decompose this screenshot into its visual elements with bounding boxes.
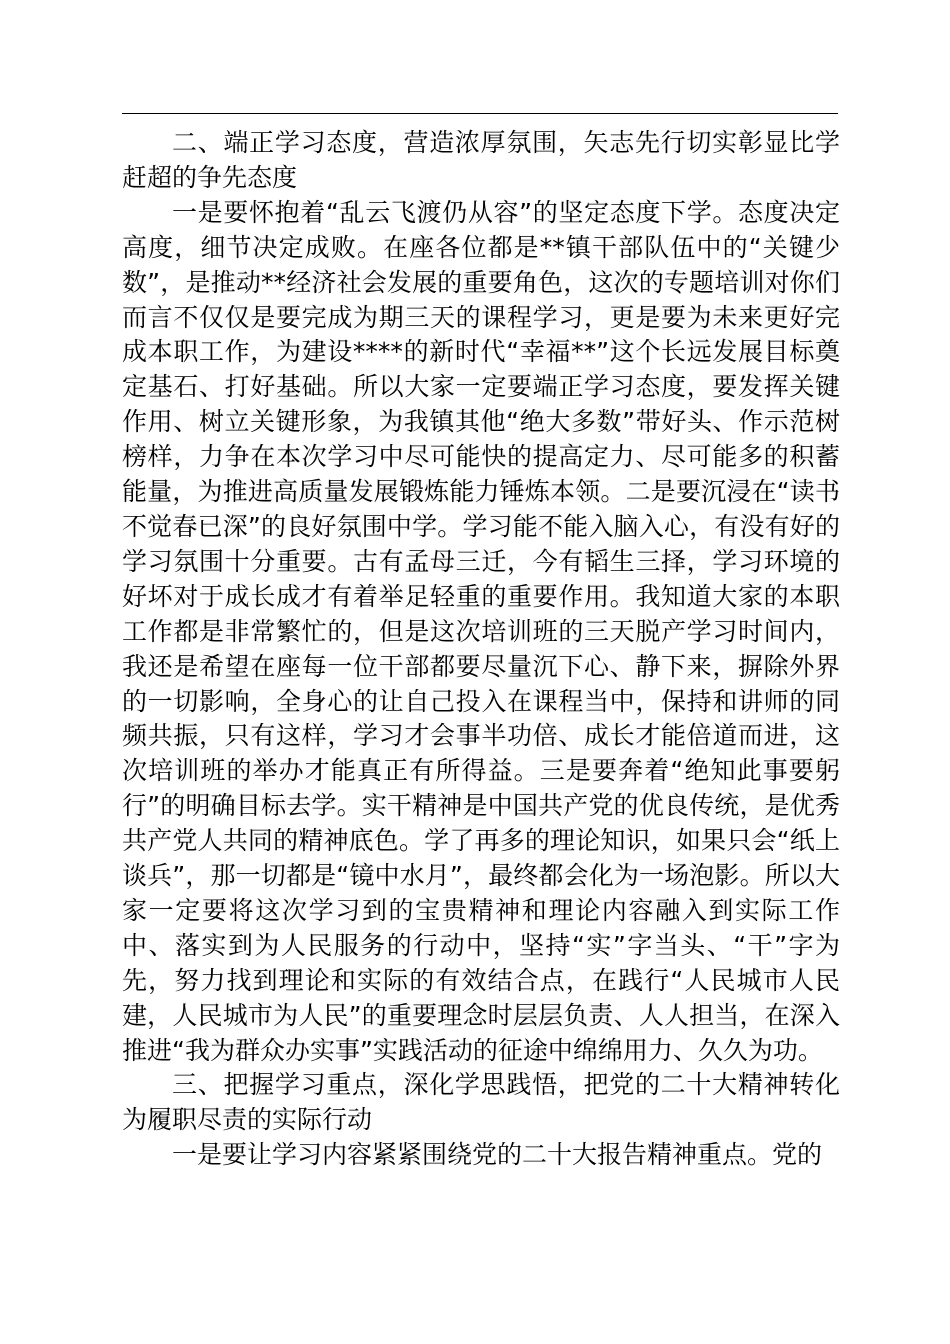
body-paragraph: 一是要让学习内容紧紧围绕党的二十大报告精神重点。党的 bbox=[172, 1140, 823, 1170]
section-heading-two: 二、端正学习态度，营造浓厚氛围，矢志先行切实彰显比学赶超的争先态度 bbox=[122, 128, 840, 192]
document-body bbox=[122, 126, 840, 1173]
body-paragraph: 一是要怀抱着“乱云飞渡仍从容”的坚定态度下学。态度决定高度，细节决定成败。在座各位都是**镇干部队伍中的“关键少数”，是推动**经济社会发展的重要角色，这次的专题培训对你们而言不仅仅是要完成为期三天的课程学习，更是要为未来更好完成本职工作，为建设****的新时代“幸福**”这个长远发展目标奠定基石、打好基础。所以大家一定要端正学习态度，要发挥关键作用、树立关键形象，为我镇其他“绝大多数”带好头、作示范树榜样，力争在本次学习中尽可能快的提高定力、尽可能多的积蓄能量，为推进高质量发展锻炼能力锤炼本领。二是要沉浸在“读书不觉春已深”的良好氛围中学。学习能不能入脑入心，有没有好的学习氛围十分重要。古有孟母三迁，今有韬生三择，学习环境的好坏对于成长成才有着举足轻重的重要作用。我知道大家的本职工作都是非常繁忙的，但是这次培训班的三天脱产学习时间内，我还是希望在座每一位干部都要尽量沉下心、静下来，摒除外界的一切影响，全身心的让自己投入在课程当中，保持和讲师的同频共振，只有这样，学习才会事半功倍、成长才能倍道而进，这次培训班的举办才能真正有所得益。三是要奔着“绝知此事要躬行”的明确目标去学。实干精神是中国共产党的优良传统，是优秀共产党人共同的精神底色。学了再多的理论知识，如果只会“纸上谈兵”，那一切都是“镜中水月”，最终都会化为一场泡影。所以大家一定要将这次学习到的宝贵精神和理论内容融入到实际工作中、落实到为人民服务的行动中，坚持“实”字当头、“干”字为先，努力找到理论和实际的有效结合点，在践行“人民城市人民建，人民城市为人民”的重要理念时层层负责、人人担当，在深入推进“我为群众办实事”实践活动的征途中绵绵用力、久久为功。 bbox=[122, 197, 840, 1065]
header-rule bbox=[122, 113, 838, 114]
section-heading-three: 三、把握学习重点，深化学思践悟，把党的二十大精神转化为履职尽责的实际行动 bbox=[122, 1070, 840, 1135]
